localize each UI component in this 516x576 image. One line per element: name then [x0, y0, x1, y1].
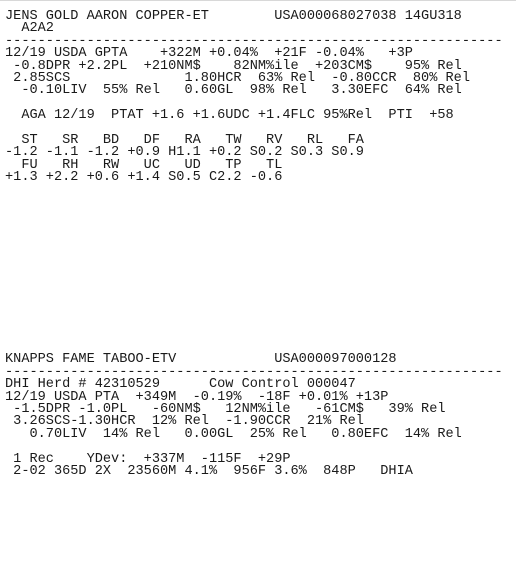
separator-line: -------------------------------------------------------------: [5, 33, 503, 49]
animal-header: JENS GOLD AARON COPPER-ET USA000068027038 14GU318: [5, 9, 462, 24]
pta-line-4: -0.10LIV 55% Rel 0.60GL 98% Rel 3.30EFC 64% Rel: [5, 83, 462, 99]
aga-type-summary: AGA 12/19 PTAT +1.6 +1.6UDC +1.4FLC 95%Rel PTI +58: [5, 108, 454, 124]
pta-line-3: 3.26SCS-1.30HCR 12% Rel -1.90CCR 21% Rel: [5, 414, 364, 430]
animal-header: KNAPPS FAME TABOO-ETV USA000097000128: [5, 352, 397, 368]
records-ydev-line: 1 Rec YDev: +337M -115F +29P: [5, 451, 291, 467]
lactation-line: 2-02 365D 2X 23560M 4.1% 956F 3.6% 848P DHIA: [5, 463, 413, 479]
pta-line-1: 12/19 USDA PTA +349M -0.19% -18F +0.01% +13P: [5, 389, 389, 405]
type-traits-header-2: FU RH RW UC UD TP TL: [5, 157, 283, 173]
animal-header-continuation: A2A2: [5, 21, 54, 37]
pta-line-2: -1.5DPR -1.0PL -60NM$ 12NM%ile -61CM$ 39% Rel: [5, 402, 446, 418]
separator-line: -------------------------------------------------------------: [5, 364, 503, 380]
type-traits-values-2: +1.3 +2.2 +0.6 +1.4 S0.5 C2.2 -0.6: [5, 170, 283, 186]
page-top-border: [0, 0, 516, 1]
blank-space: [5, 184, 513, 354]
pta-line-1: 12/19 USDA GPTA +322M +0.04% +21F -0.04% +3P: [5, 46, 413, 62]
document-page: [5, 11, 513, 478]
type-traits-header-1: ST SR BD DF RA TW RV RL FA: [5, 132, 364, 148]
herd-info-line: DHI Herd # 42310529 Cow Control 000047: [5, 377, 356, 393]
record-jens-gold-aaron: [5, 11, 513, 184]
pta-line-4: 0.70LIV 14% Rel 0.00GL 25% Rel 0.80EFC 14% Rel: [5, 426, 462, 442]
pta-line-3: 2.85SCS 1.80HCR 63% Rel -0.80CCR 80% Rel: [5, 70, 470, 86]
pta-line-2: -0.8DPR +2.2PL +210NM$ 82NM%ile +203CM$ 95% Rel: [5, 58, 462, 74]
type-traits-values-1: -1.2 -1.1 -1.2 +0.9 H1.1 +0.2 S0.2 S0.3 S0.9: [5, 145, 364, 161]
record-knapps-fame-taboo: [5, 354, 513, 478]
